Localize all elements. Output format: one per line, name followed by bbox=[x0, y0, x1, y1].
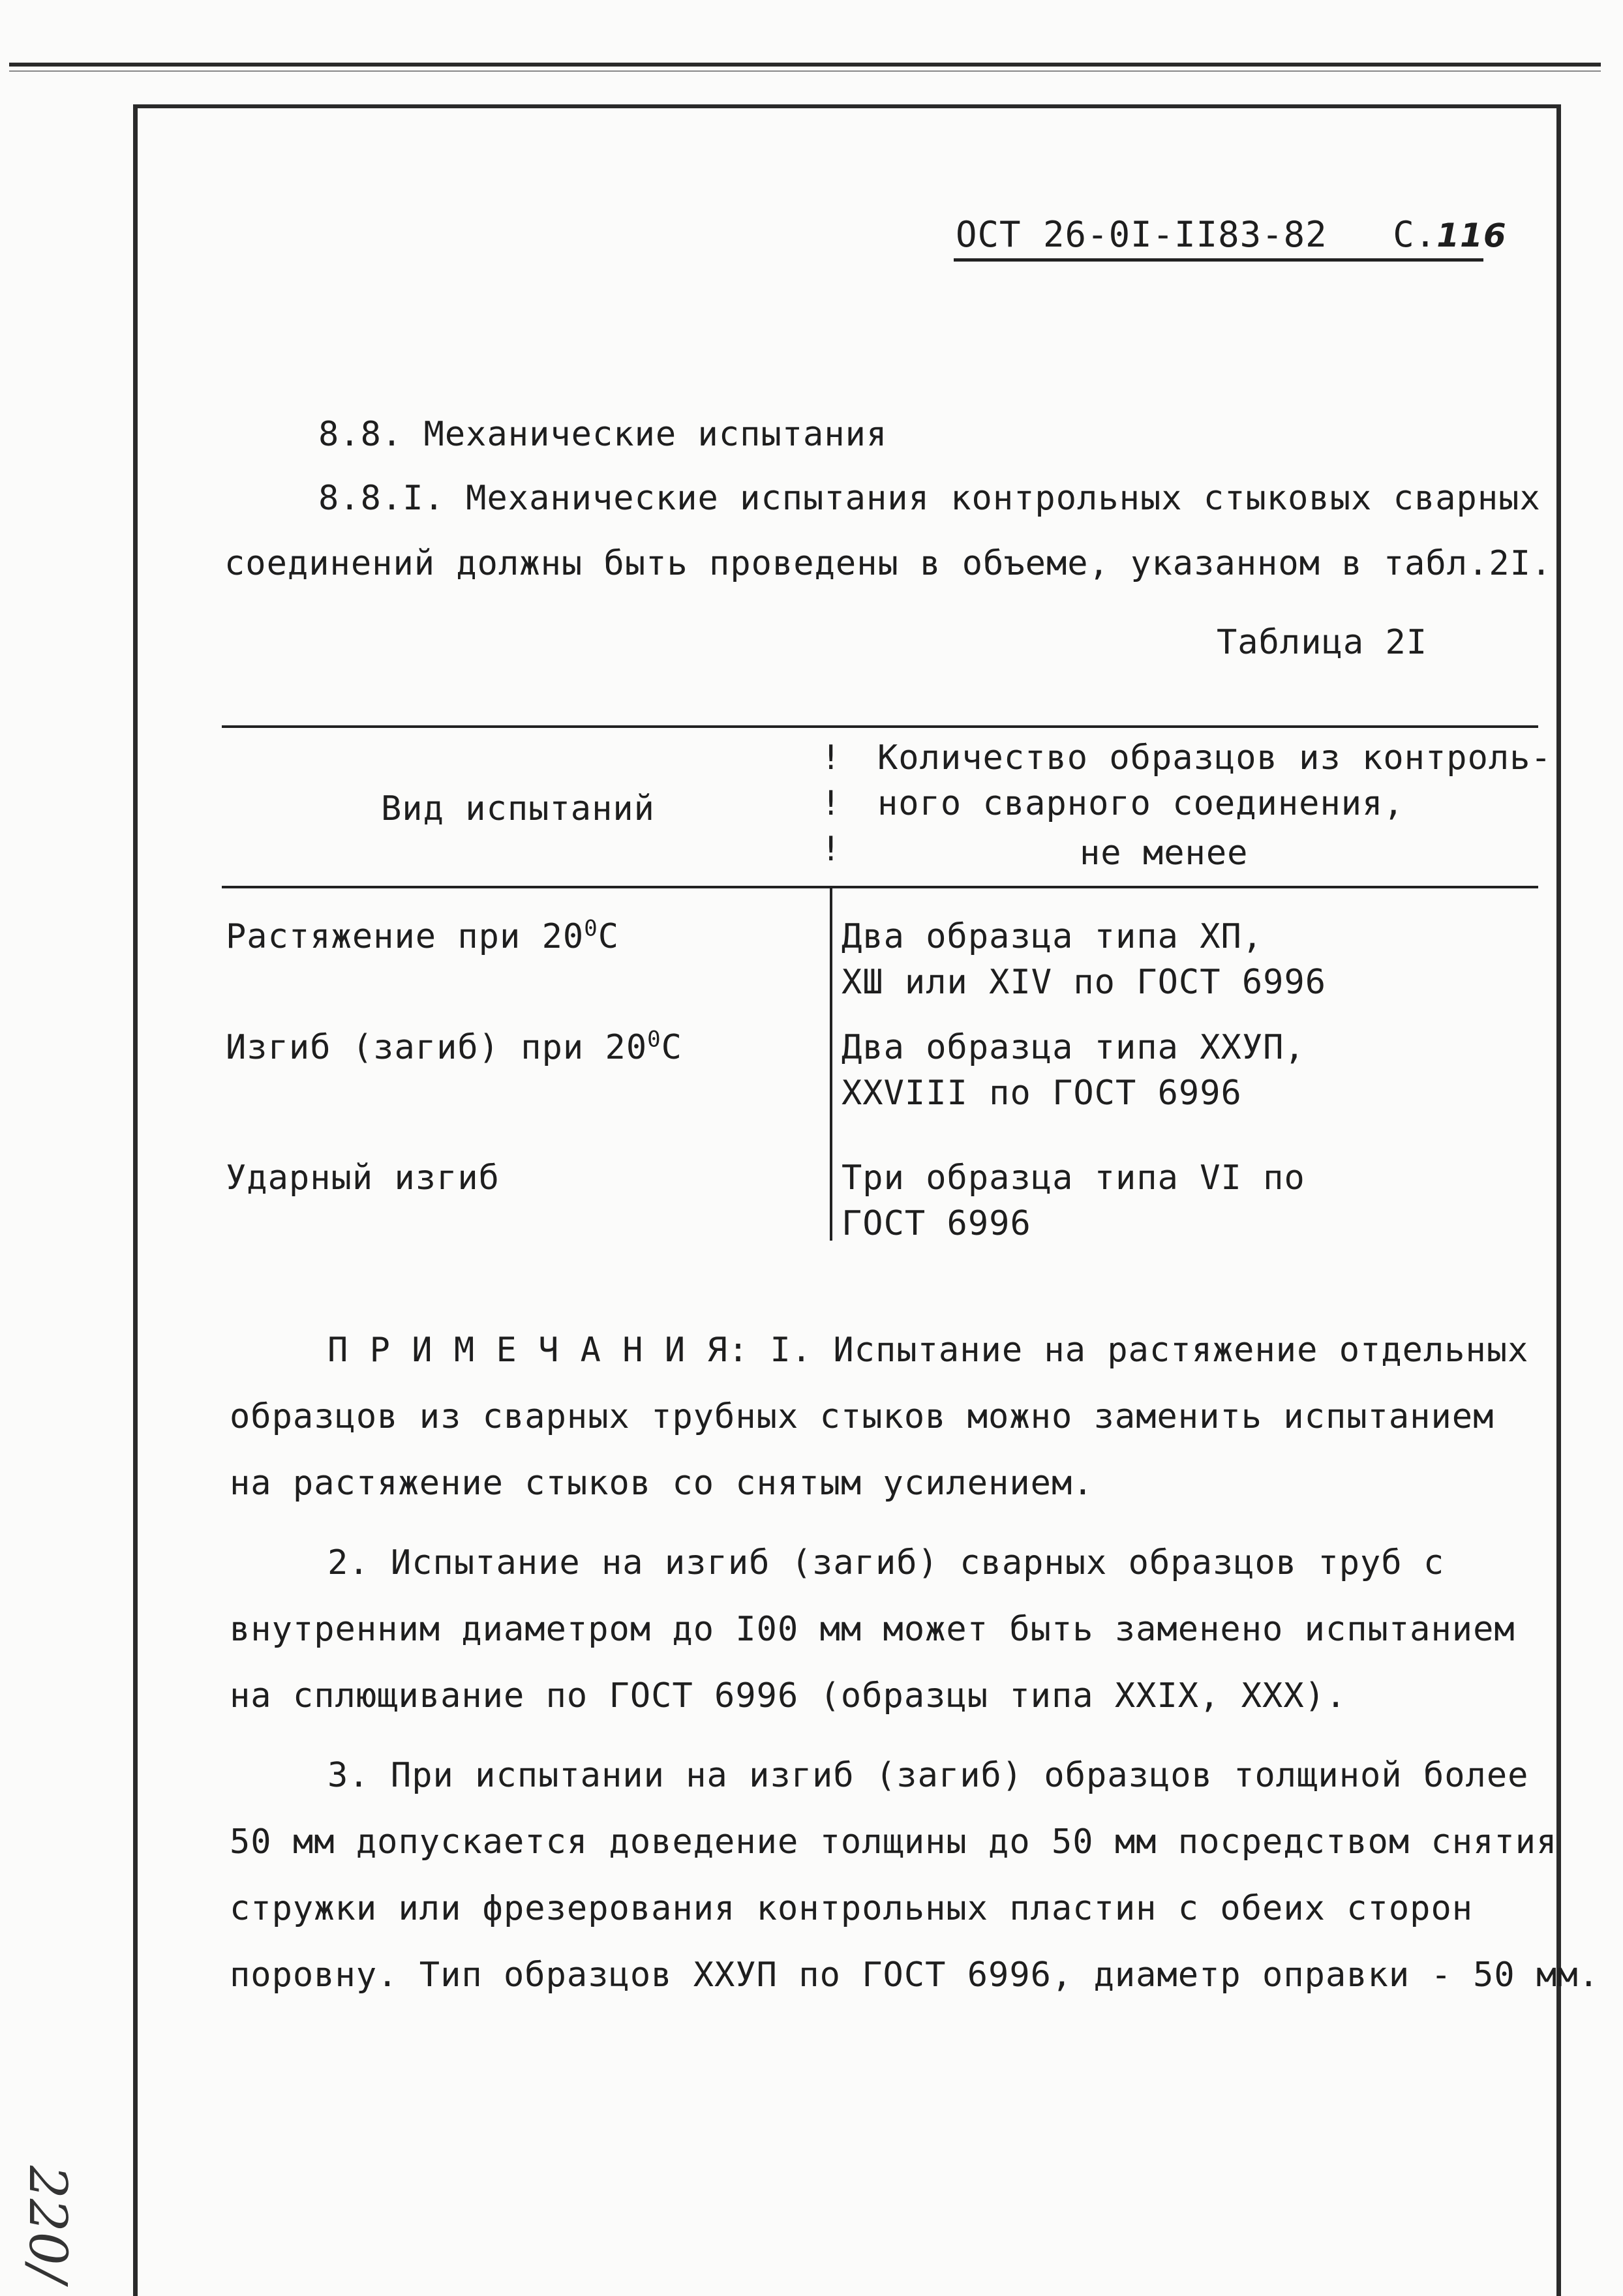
row-test-bend: Изгиб (загиб) при $20^0С$ bbox=[226, 1026, 682, 1067]
header-underline bbox=[954, 258, 1483, 262]
doc-code: ОСТ 26-0I-II83-82 bbox=[956, 214, 1327, 255]
top-border-rule bbox=[9, 63, 1601, 67]
col-header-count-line-2: ного сварного соединения, bbox=[877, 784, 1404, 823]
page-label: С. bbox=[1393, 214, 1437, 255]
note-1-line-3: на растяжение стыков со снятым усилением. bbox=[230, 1464, 1094, 1503]
table-caption: Таблица 2I bbox=[1217, 623, 1428, 662]
document-header bbox=[956, 214, 1507, 255]
row-count-bend-2: XXVIII по ГОСТ 6996 bbox=[842, 1074, 1242, 1113]
row-count-impact-2: ГОСТ 6996 bbox=[842, 1204, 1031, 1243]
section-title: 8.8. Механические испытания bbox=[318, 415, 888, 454]
note-2-line-1: 2. Испытание на изгиб (загиб) сварных образцов труб с bbox=[327, 1543, 1445, 1582]
note-3-line-2: 50 мм допускается доведение толщины до 50 мм посредством снятия bbox=[230, 1822, 1558, 1862]
table-top-rule bbox=[222, 725, 1538, 728]
table-header-rule bbox=[222, 886, 1538, 888]
table-column-divider bbox=[830, 888, 832, 1241]
frame-left-border bbox=[133, 104, 138, 2296]
intro-line-2: соединений должны быть проведены в объеме, указанном в табл.2I. bbox=[224, 544, 1553, 583]
top-border-rule-thin bbox=[9, 70, 1601, 72]
intro-line-1: 8.8.I. Механические испытания контрольных стыковых сварных bbox=[318, 479, 1541, 518]
note-1-line-1: П Р И М Е Ч А Н И Я: I. Испытание на растяжение отдельных bbox=[327, 1331, 1529, 1370]
row-test-tension: Растяжение при $20^0С$ bbox=[226, 915, 620, 956]
note-3-line-4: поровну. Тип образцов ХХУП по ГОСТ 6996, диаметр оправки - 50 мм. bbox=[230, 1956, 1600, 1995]
column-separator-mark: ! bbox=[821, 738, 842, 778]
col-header-count-line-3: не менее bbox=[1080, 834, 1249, 873]
column-separator-mark: ! bbox=[821, 784, 842, 823]
row-count-tension-2: ХШ или XIV по ГОСТ 6996 bbox=[842, 963, 1327, 1002]
col-header-count-line-1: Количество образцов из контроль- bbox=[877, 738, 1552, 778]
margin-handwritten-note: 220/ bbox=[18, 2166, 78, 2283]
row-test-impact: Ударный изгиб bbox=[226, 1158, 500, 1198]
note-3-line-1: 3. При испытании на изгиб (загиб) образцов толщиной более bbox=[327, 1756, 1529, 1795]
note-2-line-2: внутренним диаметром до I00 мм может быть заменено испытанием bbox=[230, 1610, 1515, 1649]
note-1-line-2: образцов из сварных трубных стыков можно заменить испытанием bbox=[230, 1397, 1494, 1436]
column-separator-mark: ! bbox=[821, 830, 842, 869]
col-header-test-type: Вид испытаний bbox=[381, 789, 655, 828]
page-number: 116 bbox=[1436, 217, 1507, 254]
row-count-impact-1: Три образца типа VI по bbox=[842, 1158, 1305, 1198]
row-count-bend-1: Два образца типа ХХУП, bbox=[842, 1028, 1305, 1067]
note-3-line-3: стружки или фрезерования контрольных пластин с обеих сторон bbox=[230, 1889, 1474, 1928]
row-count-tension-1: Два образца типа ХП, bbox=[842, 917, 1264, 956]
note-2-line-3: на сплющивание по ГОСТ 6996 (образцы типа XXIX, XXX). bbox=[230, 1676, 1347, 1715]
frame-top-border bbox=[133, 104, 1559, 108]
